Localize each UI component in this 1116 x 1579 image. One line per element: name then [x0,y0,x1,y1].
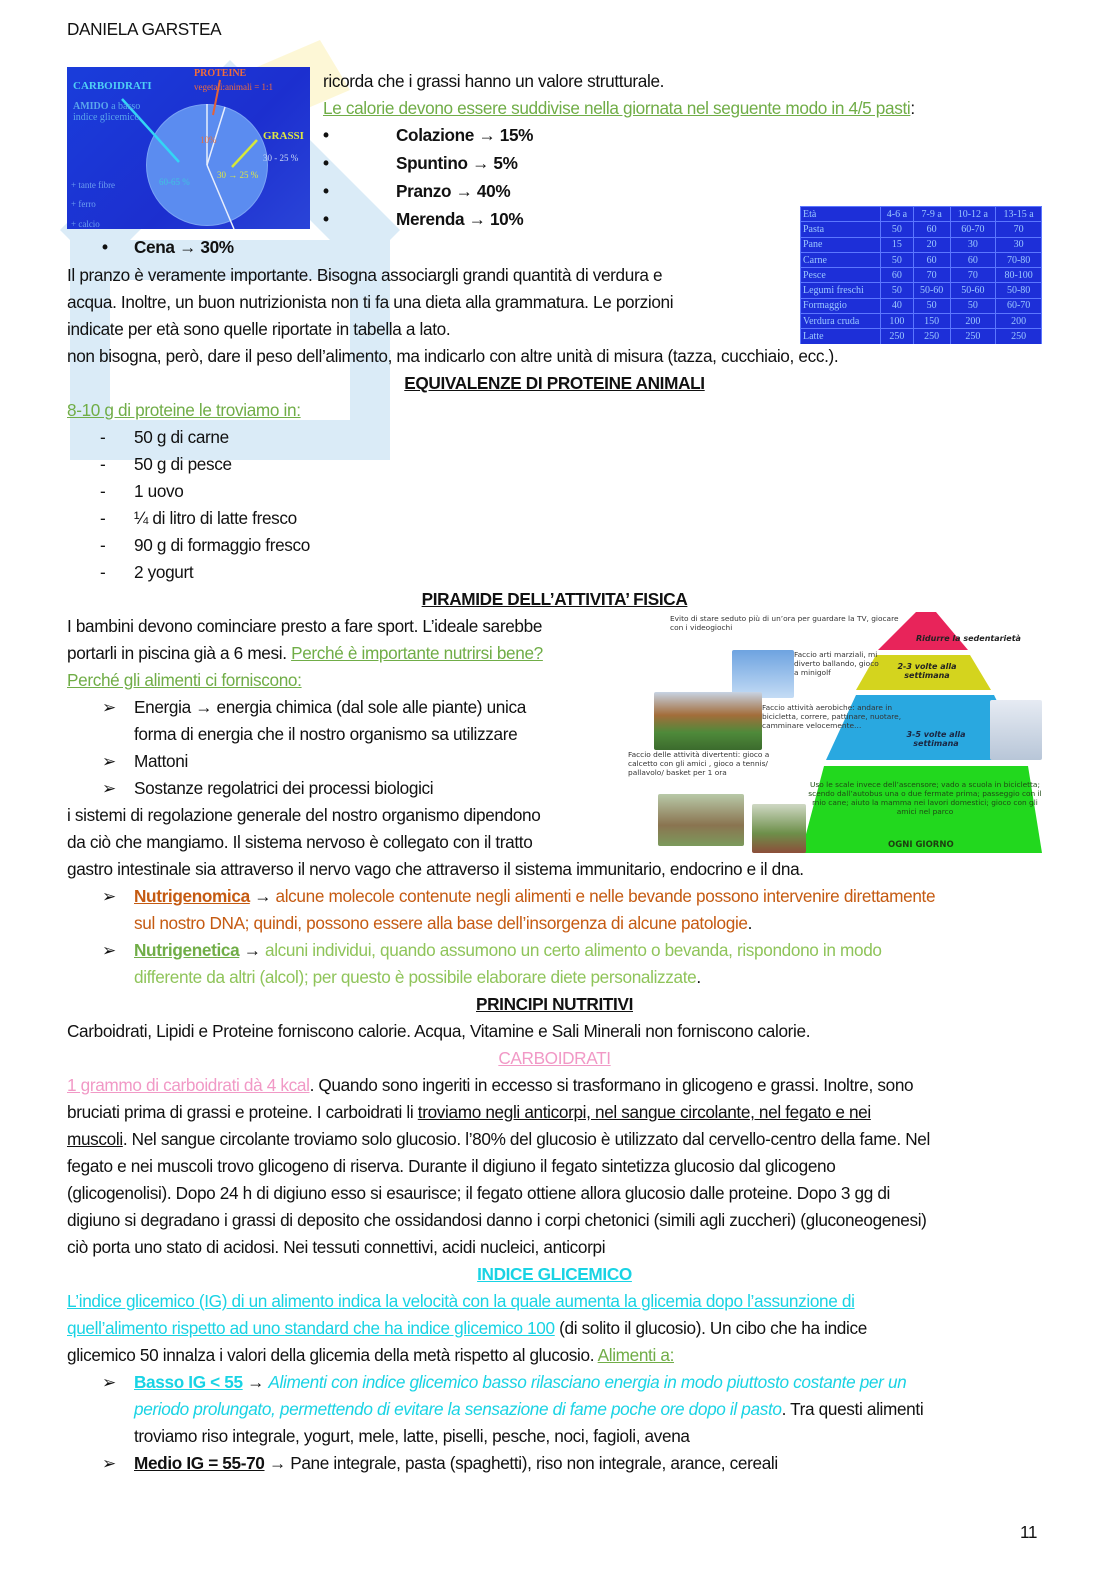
pie-extra-calcio: + calcio [71,219,100,229]
basso-ig-term: Basso IG < 55 [134,1372,243,1392]
arrow-list-item: ➢ Mattoni [102,751,188,771]
bullet-icon: • [323,181,329,201]
calorie-distribution-link[interactable]: Le calorie devono essere suddivise nella giornata nel seguente modo in 4/5 pasti [323,98,911,118]
bullet-icon: • [323,209,329,229]
piramide-paragraph-line: gastro intestinale sia attraverso il nervo vago che attraverso il sistema immunitario, endocrino e il dna. [67,859,804,879]
carboidrati-line: (glicogenolisi). Dopo 24 h di digiuno esso si esaurisce; il fegato ottiene allora glucosio dalle proteine. Dopo 3 gg di [67,1183,891,1203]
nutrigenomica-term: Nutrigenomica [134,886,250,906]
arrow-list-item [102,883,116,910]
dash-bullet-icon: - [100,427,106,447]
pie-label-carboidrati: CARBOIDRATI [73,80,152,92]
pie-label-amido: AMIDO a basso indice glicemico [73,101,141,123]
pyramid-level-sedentary: Ridurre la sedentarietà [916,634,1021,643]
list-item: - 50 g di pesce [100,454,232,474]
indice-definition-link-2[interactable]: quell’alimento rispetto ad uno standard che ha indice glicemico 100 [67,1318,555,1338]
bullet-icon: • [323,125,329,145]
section-title-piramide: PIRAMIDE DELL’ATTIVITA’ FISICA [421,589,688,609]
pyramid-level-daily: OGNI GIORNO [888,840,954,850]
arrowhead-bullet-icon: ➢ [102,886,117,906]
dash-bullet-icon: - [100,535,106,555]
carboidrati-line: bruciati prima di grassi e proteine. I carboidrati li troviamo negli anticorpi, nel sangue circolante, nel fegato e nei [67,1102,871,1122]
bullet-icon: • [102,237,108,257]
pie-label-proteine-ratio: vegetali:animali = 1:1 [194,82,274,92]
arrowhead-bullet-icon: ➢ [102,940,117,960]
piramide-paragraph-line: i sistemi di regolazione generale del nostro organismo dipendono [67,805,541,825]
dash-bullet-icon: - [100,454,106,474]
indice-line: glicemico 50 innalza i valori della glicemia della metà rispetto al glucosio. Alimenti a: [67,1345,675,1365]
pyramid-note-aerobic: Faccio attività aerobiche: andare in bicicletta, correre, pattinare, nuotare, camminare velocemente… [762,703,902,730]
section-title-principi: PRINCIPI NUTRITIVI [476,994,633,1014]
carboidrati-line: ciò porta uno stato di acidosi. Nei tessuti connettivi, acidi nucleici, anticorpi [67,1237,606,1257]
pie-extra-fibre: + tante fibre [71,180,116,190]
arrowhead-bullet-icon: ➢ [102,751,117,771]
header-author: DANIELA GARSTEA [67,19,222,39]
nutrigenomica-line: sul nostro DNA; quindi, possono essere alla base dell’insorgenza di alcune patologie. [134,913,753,933]
piramide-paragraph-line: portarli in piscina già a 6 mesi. Perché è importante nutrirsi bene? [67,643,543,663]
list-item: - 2 yogurt [100,562,194,582]
children-sports-photo [654,692,762,750]
equivalenze-intro-link[interactable]: 8-10 g di proteine le troviamo in: [67,400,301,420]
table-row: Legumi freschi 50 50-60 50-60 50-80 [801,283,1042,298]
arrow-list-item [102,1450,116,1477]
foods-provide-link[interactable]: Perché gli alimenti ci forniscono: [67,670,302,690]
pranzo-paragraph-line: non bisogna, però, dare il peso dell’alimento, ma indicarlo con altre unità di misura (tazza, cucchiaio, ecc.). [67,346,839,366]
pie-extra-ferro: + ferro [71,199,96,209]
arrow-list-item [102,694,116,721]
section-title-equivalenze: EQUIVALENZE DI PROTEINE ANIMALI [404,373,705,393]
arrow-list-item-text: Energia → energia chimica (dal sole alle piante) unica [134,697,526,717]
indice-line: quell’alimento rispetto ad uno standard che ha indice glicemico 100 (di solito il glucosio). Un cibo che ha indice [67,1318,867,1338]
portion-table [800,206,1042,344]
section-title-indice: INDICE GLICEMICO [477,1264,632,1284]
arrow-list-item [102,1369,116,1396]
pranzo-paragraph-line: Il pranzo è veramente importante. Bisogna associargli grandi quantità di verdura e [67,265,663,285]
medio-ig-term: Medio IG = 55-70 [134,1453,265,1473]
macronutrient-pie-figure [67,67,310,229]
intro-line: ricorda che i grassi hanno un valore strutturale. [323,71,665,91]
pie-pct-grassi: 30 → 25 % [217,170,259,180]
carboidrati-line: 1 grammo di carboidrati dà 4 kcal. Quando sono ingeriti in eccesso si trasformano in glicogeno e grassi. Inoltre, sono [67,1075,914,1095]
table-header-row: Età 4-6 a 7-9 a 10-12 a 13-15 a [801,207,1042,222]
table-row: Latte 250 250 250 250 [801,329,1042,344]
pyramid-note-daily: Uso le scale invece dell’ascensore; vado a scuola in bicicletta; scendo dall’autobus una o due fermate prima; passeggio con il mio cane; aiuto la mamma nei lavori domestici; gioco con gli amici nel parco [808,780,1042,816]
nutrigenomica-line: Nutrigenomica → alcune molecole contenute negli alimenti e nelle bevande possono intervenire direttamente [134,886,936,906]
page-number: 11 [1020,1522,1038,1542]
table-row: Formaggio 40 50 50 60-70 [801,298,1042,313]
list-item: - 90 g di formaggio fresco [100,535,310,555]
arrowhead-bullet-icon: ➢ [102,697,117,717]
pyramid-level-3-5: 3-5 volte alla settimana [906,730,966,748]
nutrigenetica-line: differente da altri (alcol); per questo è possibile elaborare diete personalizzate. [134,967,701,987]
table-row: Verdura cruda 100 150 200 200 [801,314,1042,329]
carboidrati-line: fegato e nei muscoli trovo glicogeno di riserva. Durante il digiuno il fegato sintetizza glucosio dal glicogeno [67,1156,836,1176]
table-row: Pesce 60 70 70 80-100 [801,268,1042,283]
nutrigenetica-term: Nutrigenetica [134,940,240,960]
piramide-paragraph-line: I bambini devono cominciare presto a fare sport. L’ideale sarebbe [67,616,543,636]
pie-pct-proteine: 10% [200,135,217,145]
table-row: Pasta 50 60 60-70 70 [801,222,1042,237]
pie-pct-carboidrati: 60-65 % [159,177,190,187]
dash-bullet-icon: - [100,562,106,582]
list-item: - 50 g di carne [100,427,229,447]
list-item: - 1 uovo [100,481,184,501]
carboidrati-line: digiuno si degradano i grassi di deposito che ossidandosi danno i corpi chetonici (simili agli zuccheri) (gluconeogenesi) [67,1210,927,1230]
pyramid-note-fun: Faccio delle attività divertenti: gioco a calcetto con gli amici , gioco a tennis/ pallavolo/ basket per 1 ora [628,750,770,777]
arrowhead-bullet-icon: ➢ [102,778,117,798]
kcal-link[interactable]: 1 grammo di carboidrati dà 4 kcal [67,1075,310,1095]
basso-ig-line: troviamo riso integrale, yogurt, mele, latte, piselli, pesche, noci, fagioli, avena [134,1426,690,1446]
bullet-icon: • [323,153,329,173]
medio-ig-line: Medio IG = 55-70 → Pane integrale, pasta (spaghetti), riso non integrale, arance, cereali [134,1453,778,1473]
table-row: Carne 50 60 60 70-80 [801,252,1042,267]
playground-photo [658,794,744,846]
piramide-paragraph-line: da ciò che mangiamo. Il sistema nervoso è collegato con il tratto [67,832,533,852]
activity-pyramid-figure [626,610,1042,853]
basso-ig-line: Basso IG < 55 → Alimenti con indice glicemico basso rilasciano energia in modo piuttosto costante per un [134,1372,907,1392]
portion-table-figure [800,206,1042,344]
dash-bullet-icon: - [100,481,106,501]
arrow-list-item-text: forma di energia che il nostro organismo sa utilizzare [134,724,518,744]
dash-bullet-icon: - [100,508,106,528]
calorie-distribution-heading: Le calorie devono essere suddivise nella giornata nel seguente modo in 4/5 pasti: [323,98,915,118]
pyramid-note-martial: Faccio arti marziali, mi diverto ballando, gioco a minigolf [794,650,879,677]
arrow-list-item: ➢ Sostanze regolatrici dei processi biologici [102,778,434,798]
section-title-carboidrati: CARBOIDRATI [498,1048,611,1068]
list-item: - ¼ di litro di latte fresco [100,508,297,528]
pranzo-paragraph-line: indicate per età sono quelle riportate in tabella a lato. [67,319,451,339]
document-page: DANIELA GARSTEA CARBOIDRATI AMIDO a basso indice glicemico PROTEINE vegetali:animali = 1:1 10% GRASSI 30 - 25 % 30 → 25 % 60-65 % + tante fibre + ferro + calcio ricorda che i grassi hanno un valore strutturale. Le calorie devono essere suddivise nella giornata nel seguente modo in 4/5 pasti: • Colazione → 15% • Spuntino → 5% • Pranzo → 40% • Merenda → 10% • Cena → 30% Età 4-6 a 7-9 a 10-12 a 13-15 a Pasta 50 60 60-70 70 Pane 15 20 30 30 Carne 50 60 60 70-80 Pesce 60 70 70 80-100 Legumi freschi 50 50-60 50-60 50-80 Formaggio 40 50 50 60-70 Verdura cruda 100 150 200 200 Latte 250 250 250 250 Il pranzo è veramente importante. Bisogna associargli grandi quantità di verdura e acqua. Inoltre, un buon nutrizionista non ti fa una dieta alla grammatura. Le porzioni indicate per età sono quelle riportate in tabella a lato. non bisogna, però, dare il peso dell’alimento, ma indicarlo con altre unità di misura (tazza, cucchiaio, ecc.). EQUIVALENZE DI PROTEINE ANIMALI 8-10 g di proteine le troviamo in: - 50 g di carne - 50 g di pesce - 1 uovo - ¼ di litro di latte fresco - 90 g di formaggio fresco - 2 yogurt PIRAMIDE DELL’ATTIVITA’ FISICA I bambini devono cominciare presto a fare sport. L’ideale sarebbe portarli in piscina già a 6 mesi. Perché è importante nutrirsi bene? Perché gli alimenti ci forniscono: ➢ Energia → energia chimica (dal sole alle piante) unica forma di energia che il nostro organismo sa utilizzare ➢ Mattoni ➢ Sostanze regolatrici dei processi biologici i sistemi di regolazione generale del nostro organismo dipendono da ciò che mangiamo. Il sistema nervoso è collegato con il tratto gastro intestinale sia attraverso il nervo vago che attraverso il sistema immunitario, endocrino e il dna. Evito di stare seduto più di un’ora per guardare la TV, giocare con i videogiochi Ridurre la sedentarietà 2-3 volte alla settimana 3-5 volte alla settimana OGNI GIORNO Faccio arti marziali, mi diverto ballando, gioco a minigolf Faccio attività aerobiche: andare in bicicletta, correre, pattinare, nuotare, camminare velocemente… Faccio delle attività divertenti: gioco a calcetto con gli amici , gioco a tennis/ pallavolo/ basket per 1 ora Uso le scale invece dell’ascensore; vado a scuola in bicicletta; scendo dall’autobus una o due fermate prima; passeggio con il mio cane; aiuto la mamma nei lavori domestici; gioco con gli amici nel parco ➢ Nutrigenomica → alcune molecole contenute negli alimenti e nelle bevande possono intervenire direttamente sul nostro DNA; quindi, possono essere alla base dell’insorgenza di alcune patologie. ➢ Nutrigenetica → alcuni individui, quando assumono un certo alimento o bevanda, rispondono in modo differente da altri (alcol); per questo è possibile elaborare diete personalizzate. PRINCIPI NUTRITIVI Carboidrati, Lipidi e Proteine forniscono calorie. Acqua, Vitamine e Sali Minerali non forniscono calorie. CARBOIDRATI 1 grammo di carboidrati dà 4 kcal. Quando sono ingeriti in eccesso si trasformano in glicogeno e grassi. Inoltre, sono bruciati prima di grassi e proteine. I carboidrati li troviamo negli anticorpi, nel sangue circolante, nel fegato e nei muscoli. Nel sangue circolante troviamo solo glucosio. l’80% del glucosio è utilizzato dal cervello-centro della fame. Nel fegato e nei muscoli trovo glicogeno di riserva. Durante il digiuno il fegato sintetizza glucosio dal glicogeno (glicogenolisi). Dopo 24 h di digiuno esso si esaurisce; il fegato ottiene allora glucosio dalle proteine. Dopo 3 gg di digiuno si degradano i grassi di deposito che ossidandosi danno i corpi chetonici (simili agli zuccheri) (gluconeogenesi) ciò porta uno stato di acidosi. Nei tessuti connettivi, acidi nucleici, anticorpi INDICE GLICEMICO L’indice glicemico (IG) di un alimento indica la velocità con la quale aumenta la glicemia dopo l’assunzione di quell’alimento rispetto ad uno standard che ha indice glicemico 100 (di solito il glucosio). Un cibo che ha indice glicemico 50 innalza i valori della glicemia della metà rispetto al glucosio. Alimenti a: ➢ Basso IG < 55 → Alimenti con indice glicemico basso rilasciano energia in modo piuttosto costante per un periodo prolungato, permettendo di evitare la sensazione di fame poche ore dopo il pasto. Tra questi alimenti troviamo riso integrale, yogurt, mele, latte, piselli, pesche, noci, fagioli, avena ➢ Medio IG = 55-70 → Pane integrale, pasta (spaghetti), riso non integrale, arance, cereali 11 [0,0,1116,1579]
table-row: Pane 15 20 30 30 [801,237,1042,252]
arrowhead-bullet-icon: ➢ [102,1372,117,1392]
cyclist-photo [752,804,806,853]
principi-line: Carboidrati, Lipidi e Proteine forniscono calorie. Acqua, Vitamine e Sali Minerali non forniscono calorie. [67,1021,811,1041]
arrowhead-bullet-icon: ➢ [102,1453,117,1473]
pyramid-level-2-3: 2-3 volte alla settimana [897,662,957,680]
pie-label-proteine: PROTEINE [194,68,247,79]
dancers-photo [732,650,794,698]
skater-photo [990,700,1042,760]
nutrition-importance-link[interactable]: Perché è importante nutrirsi bene? [291,643,543,663]
nutrigenetica-line: Nutrigenetica → alcuni individui, quando assumono un certo alimento o bevanda, rispondono in modo [134,940,882,960]
carboidrati-line: muscoli. Nel sangue circolante troviamo solo glucosio. l’80% del glucosio è utilizzato dal cervello-centro della fame. Nel [67,1129,930,1149]
pranzo-paragraph-line: acqua. Inoltre, un buon nutrizionista non ti fa una dieta alla grammatura. Le porzioni [67,292,674,312]
alimenti-a-link[interactable]: Alimenti a: [597,1345,675,1365]
arrow-list-item [102,937,116,964]
basso-ig-line: periodo prolungato, permettendo di evitare la sensazione di fame poche ore dopo il pasto. Tra questi alimenti [134,1399,924,1419]
pie-label-grassi-range: 30 - 25 % [263,153,299,163]
pyramid-note-tv: Evito di stare seduto più di un’ora per guardare la TV, giocare con i videogiochi [670,614,899,632]
indice-definition-link[interactable]: L’indice glicemico (IG) di un alimento indica la velocità con la quale aumenta la glicemia dopo l’assunzione di [67,1291,855,1311]
pie-label-grassi: GRASSI [263,130,304,142]
